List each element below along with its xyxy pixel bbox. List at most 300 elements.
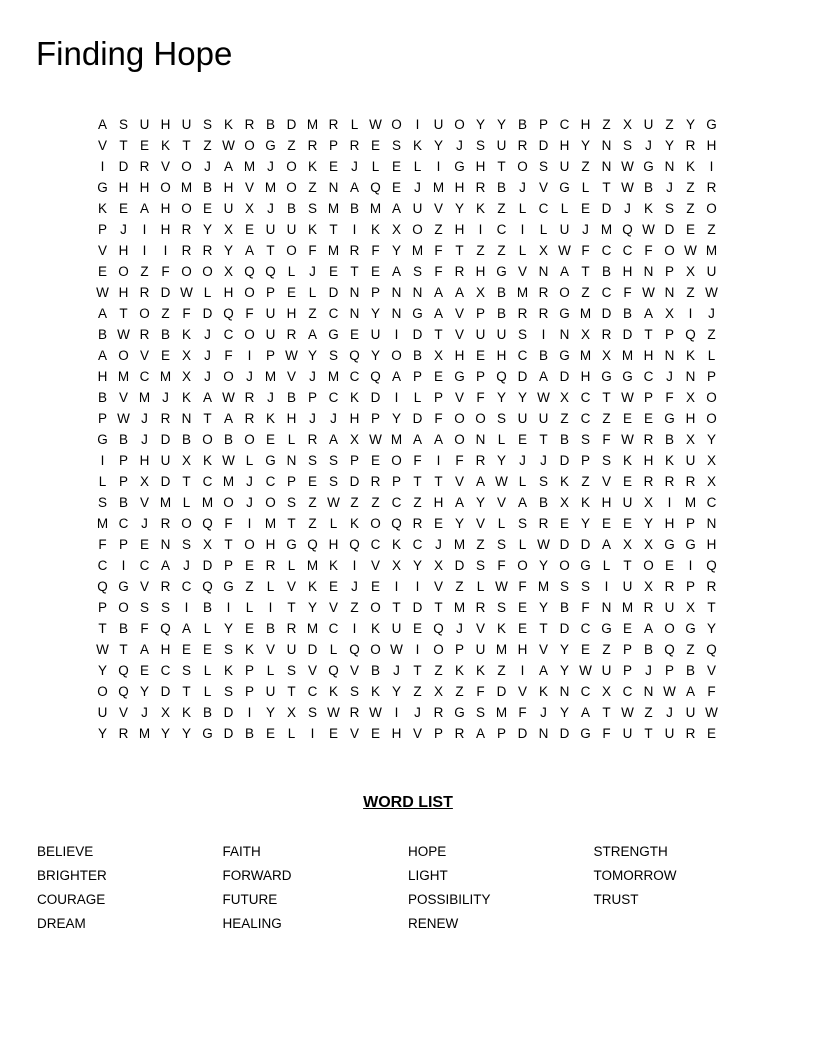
grid-letter: X <box>601 684 611 699</box>
grid-letter: O <box>181 159 192 174</box>
grid-letter: B <box>664 432 674 447</box>
grid-letter: D <box>559 726 570 741</box>
grid-row <box>92 156 722 177</box>
grid-letter: Y <box>643 516 653 531</box>
grid-letter: M <box>264 369 277 384</box>
grid-letter: I <box>415 642 420 657</box>
grid-letter: R <box>685 726 696 741</box>
grid-letter: J <box>351 159 358 174</box>
grid-letter: I <box>310 726 315 741</box>
grid-letter: H <box>391 726 402 741</box>
grid-letter: Y <box>454 516 464 531</box>
grid-letter: Z <box>497 663 506 678</box>
grid-letter: E <box>160 348 170 363</box>
grid-letter: U <box>265 222 276 237</box>
grid-letter: O <box>433 642 444 657</box>
grid-letter: L <box>266 579 275 594</box>
grid-letter: U <box>286 222 297 237</box>
grid-row <box>92 534 722 555</box>
grid-letter: C <box>328 306 339 321</box>
grid-letter: R <box>475 600 486 615</box>
grid-letter: O <box>244 285 255 300</box>
grid-letter: P <box>223 558 233 573</box>
grid-letter: P <box>412 369 422 384</box>
grid-letter: R <box>265 558 276 573</box>
grid-row <box>92 618 722 639</box>
grid-letter: P <box>685 579 695 594</box>
grid-letter: V <box>286 579 296 594</box>
grid-letter: O <box>706 201 717 216</box>
grid-letter: J <box>519 180 526 195</box>
grid-letter: A <box>328 432 338 447</box>
grid-letter: K <box>181 390 191 405</box>
grid-letter: L <box>308 285 317 300</box>
grid-letter: I <box>436 159 441 174</box>
grid-letter: K <box>580 495 590 510</box>
grid-letter: K <box>475 201 485 216</box>
grid-letter: O <box>664 243 675 258</box>
word-list-item: HEALING <box>222 916 282 931</box>
grid-letter: R <box>538 306 549 321</box>
grid-letter: O <box>706 411 717 426</box>
grid-letter: H <box>160 201 171 216</box>
grid-letter: O <box>202 432 213 447</box>
grid-letter: I <box>520 222 525 237</box>
grid-letter: M <box>138 390 151 405</box>
grid-letter: H <box>160 222 171 237</box>
grid-letter: R <box>433 705 444 720</box>
grid-letter: X <box>349 432 359 447</box>
grid-letter: X <box>286 705 296 720</box>
grid-letter: K <box>559 474 569 489</box>
grid-letter: X <box>643 579 653 594</box>
grid-letter: P <box>265 285 275 300</box>
grid-letter: C <box>706 495 717 510</box>
grid-letter: F <box>371 243 380 258</box>
grid-letter: Q <box>349 348 360 363</box>
grid-letter: C <box>601 243 612 258</box>
grid-letter: W <box>621 159 634 174</box>
grid-letter: X <box>601 348 611 363</box>
grid-letter: I <box>247 516 252 531</box>
grid-letter: R <box>160 516 171 531</box>
grid-letter: D <box>601 201 612 216</box>
grid-letter: B <box>286 201 296 216</box>
grid-letter: Z <box>455 684 464 699</box>
word-list-item: BRIGHTER <box>37 868 107 883</box>
grid-letter: B <box>160 327 170 342</box>
grid-letter: G <box>454 159 465 174</box>
grid-letter: G <box>97 432 108 447</box>
grid-letter: E <box>97 264 107 279</box>
word-list-item: STRENGTH <box>593 844 668 859</box>
grid-letter: V <box>454 474 464 489</box>
grid-letter: E <box>139 138 149 153</box>
grid-letter: L <box>518 537 527 552</box>
grid-letter: G <box>286 537 297 552</box>
grid-letter: U <box>265 306 276 321</box>
grid-letter: C <box>643 369 654 384</box>
grid-letter: U <box>265 327 276 342</box>
grid-letter: Z <box>644 705 653 720</box>
grid-letter: E <box>433 369 443 384</box>
grid-letter: G <box>496 264 507 279</box>
grid-letter: Z <box>308 516 317 531</box>
grid-letter: D <box>307 642 318 657</box>
word-list-item: LIGHT <box>408 868 448 883</box>
grid-letter: S <box>580 432 590 447</box>
word-list-item: FORWARD <box>222 868 292 883</box>
grid-letter: J <box>414 705 421 720</box>
grid-letter: H <box>643 453 654 468</box>
grid-letter: V <box>538 180 548 195</box>
grid-letter: N <box>538 264 549 279</box>
grid-letter: E <box>118 201 128 216</box>
grid-letter: M <box>453 537 466 552</box>
grid-letter: J <box>204 159 211 174</box>
grid-letter: J <box>141 432 148 447</box>
grid-letter: W <box>621 432 634 447</box>
grid-letter: J <box>435 537 442 552</box>
grid-letter: K <box>391 537 401 552</box>
grid-letter: J <box>204 369 211 384</box>
grid-letter: B <box>559 432 569 447</box>
grid-letter: M <box>495 705 508 720</box>
grid-letter: W <box>663 684 676 699</box>
grid-letter: S <box>307 201 317 216</box>
grid-letter: D <box>601 306 612 321</box>
grid-letter: I <box>352 621 357 636</box>
grid-letter: X <box>559 495 569 510</box>
grid-letter: R <box>244 390 255 405</box>
grid-letter: D <box>412 600 423 615</box>
grid-letter: P <box>433 726 443 741</box>
grid-letter: E <box>370 264 380 279</box>
grid-letter: T <box>602 390 611 405</box>
grid-letter: L <box>329 516 338 531</box>
grid-letter: A <box>244 243 254 258</box>
grid-letter: D <box>664 222 675 237</box>
grid-letter: X <box>181 348 191 363</box>
grid-letter: B <box>412 348 422 363</box>
grid-letter: K <box>475 663 485 678</box>
grid-letter: J <box>519 453 526 468</box>
grid-letter: O <box>181 516 192 531</box>
grid-letter: H <box>580 117 591 132</box>
grid-letter: X <box>685 264 695 279</box>
grid-letter: W <box>579 663 592 678</box>
grid-letter: O <box>223 495 234 510</box>
grid-letter: Z <box>476 537 485 552</box>
grid-letter: K <box>412 138 422 153</box>
grid-letter: C <box>517 348 528 363</box>
grid-letter: I <box>247 348 252 363</box>
grid-letter: V <box>412 726 422 741</box>
grid-row <box>92 303 722 324</box>
grid-letter: R <box>517 138 528 153</box>
grid-letter: H <box>433 495 444 510</box>
grid-letter: D <box>223 726 234 741</box>
grid-row <box>92 723 722 744</box>
word-list-column <box>37 840 222 936</box>
grid-letter: E <box>517 432 527 447</box>
grid-letter: T <box>119 306 128 321</box>
grid-letter: M <box>264 516 277 531</box>
grid-letter: C <box>328 621 339 636</box>
grid-letter: H <box>265 537 276 552</box>
grid-letter: A <box>643 306 653 321</box>
grid-letter: K <box>307 579 317 594</box>
grid-letter: J <box>120 222 127 237</box>
grid-letter: R <box>601 327 612 342</box>
grid-letter: A <box>181 621 191 636</box>
grid-letter: R <box>202 243 213 258</box>
grid-letter: W <box>369 432 382 447</box>
grid-letter: F <box>602 726 611 741</box>
grid-letter: H <box>286 411 297 426</box>
grid-letter: Y <box>160 726 170 741</box>
grid-letter: Z <box>413 495 422 510</box>
grid-letter: J <box>267 201 274 216</box>
grid-letter: X <box>433 684 443 699</box>
grid-letter: U <box>559 159 570 174</box>
grid-letter: J <box>666 180 673 195</box>
grid-letter: B <box>496 180 506 195</box>
grid-letter: R <box>664 579 675 594</box>
grid-letter: W <box>705 705 718 720</box>
grid-letter: P <box>433 390 443 405</box>
grid-letter: V <box>265 642 275 657</box>
grid-letter: J <box>204 327 211 342</box>
grid-letter: A <box>601 537 611 552</box>
grid-letter: N <box>664 348 675 363</box>
grid-letter: Q <box>328 663 339 678</box>
grid-letter: T <box>497 159 506 174</box>
grid-letter: I <box>709 159 714 174</box>
grid-letter: I <box>604 579 609 594</box>
grid-letter: L <box>497 516 506 531</box>
grid-letter: T <box>182 474 191 489</box>
grid-letter: S <box>496 600 506 615</box>
grid-letter: H <box>286 306 297 321</box>
grid-letter: G <box>664 537 675 552</box>
grid-letter: B <box>223 432 233 447</box>
grid-letter: L <box>287 726 296 741</box>
grid-letter: C <box>601 285 612 300</box>
grid-letter: K <box>370 621 380 636</box>
grid-letter: V <box>139 579 149 594</box>
grid-letter: Z <box>497 201 506 216</box>
grid-letter: C <box>580 684 591 699</box>
grid-letter: Y <box>475 117 485 132</box>
grid-letter: O <box>286 243 297 258</box>
grid-letter: D <box>559 537 570 552</box>
grid-letter: T <box>539 621 548 636</box>
grid-letter: C <box>370 537 381 552</box>
grid-letter: S <box>538 474 548 489</box>
grid-letter: X <box>139 474 149 489</box>
grid-letter: X <box>433 348 443 363</box>
grid-letter: O <box>118 600 129 615</box>
grid-letter: Z <box>686 285 695 300</box>
grid-letter: R <box>181 222 192 237</box>
grid-letter: Z <box>350 495 359 510</box>
grid-letter: S <box>664 201 674 216</box>
grid-row <box>92 471 722 492</box>
grid-letter: J <box>666 369 673 384</box>
grid-letter: M <box>180 180 193 195</box>
grid-letter: U <box>559 222 570 237</box>
grid-letter: R <box>475 180 486 195</box>
grid-row <box>92 282 722 303</box>
grid-letter: S <box>307 705 317 720</box>
grid-letter: N <box>601 600 612 615</box>
grid-letter: O <box>370 516 381 531</box>
grid-letter: L <box>266 663 275 678</box>
grid-letter: U <box>685 705 696 720</box>
grid-letter: A <box>538 663 548 678</box>
grid-letter: Z <box>707 222 716 237</box>
grid-letter: J <box>141 516 148 531</box>
grid-letter: F <box>518 705 527 720</box>
grid-letter: Y <box>391 684 401 699</box>
grid-letter: D <box>202 558 213 573</box>
grid-letter: M <box>705 243 718 258</box>
grid-letter: D <box>538 138 549 153</box>
grid-letter: I <box>394 579 399 594</box>
grid-letter: H <box>139 453 150 468</box>
grid-letter: H <box>349 411 360 426</box>
grid-letter: J <box>183 558 190 573</box>
grid-letter: S <box>97 495 107 510</box>
grid-letter: B <box>286 390 296 405</box>
grid-letter: D <box>160 285 171 300</box>
grid-letter: L <box>413 390 422 405</box>
word-list-item: TOMORROW <box>593 868 677 883</box>
grid-letter: E <box>391 180 401 195</box>
grid-letter: S <box>475 558 485 573</box>
grid-letter: C <box>265 474 276 489</box>
grid-letter: G <box>223 579 234 594</box>
grid-letter: E <box>580 642 590 657</box>
grid-letter: Q <box>706 642 717 657</box>
grid-letter: M <box>159 495 172 510</box>
grid-letter: F <box>308 243 317 258</box>
word-list-item: FUTURE <box>222 892 278 907</box>
grid-letter: Q <box>202 516 213 531</box>
grid-letter: A <box>433 432 443 447</box>
grid-letter: M <box>138 726 151 741</box>
grid-letter: E <box>244 558 254 573</box>
grid-letter: Z <box>686 180 695 195</box>
grid-row <box>92 219 722 240</box>
grid-letter: D <box>202 306 213 321</box>
grid-letter: A <box>433 306 443 321</box>
grid-letter: F <box>581 600 590 615</box>
grid-letter: A <box>202 390 212 405</box>
grid-letter: E <box>559 516 569 531</box>
grid-letter: W <box>621 390 634 405</box>
grid-letter: P <box>538 117 548 132</box>
grid-letter: X <box>433 558 443 573</box>
grid-letter: Y <box>664 138 674 153</box>
grid-letter: N <box>328 180 339 195</box>
grid-letter: H <box>601 495 612 510</box>
grid-letter: V <box>244 180 254 195</box>
grid-letter: C <box>160 663 171 678</box>
grid-letter: H <box>118 243 129 258</box>
grid-letter: B <box>244 726 254 741</box>
grid-letter: J <box>393 663 400 678</box>
grid-letter: P <box>622 642 632 657</box>
grid-letter: N <box>349 306 360 321</box>
grid-letter: C <box>328 390 339 405</box>
grid-letter: L <box>518 243 527 258</box>
grid-letter: J <box>414 180 421 195</box>
grid-letter: A <box>538 369 548 384</box>
grid-letter: R <box>412 516 423 531</box>
grid-letter: O <box>391 453 402 468</box>
grid-letter: F <box>707 684 716 699</box>
grid-letter: U <box>265 684 276 699</box>
grid-letter: S <box>223 684 233 699</box>
grid-letter: F <box>602 432 611 447</box>
grid-letter: I <box>352 222 357 237</box>
grid-letter: E <box>328 579 338 594</box>
grid-letter: K <box>223 117 233 132</box>
grid-letter: I <box>184 600 189 615</box>
grid-letter: I <box>142 243 147 258</box>
grid-letter: N <box>160 537 171 552</box>
grid-letter: S <box>307 453 317 468</box>
grid-letter: G <box>706 117 717 132</box>
grid-letter: L <box>581 180 590 195</box>
grid-letter: E <box>622 411 632 426</box>
grid-letter: T <box>119 642 128 657</box>
grid-letter: D <box>286 117 297 132</box>
grid-letter: R <box>454 726 465 741</box>
grid-letter: R <box>706 180 717 195</box>
grid-letter: D <box>160 474 171 489</box>
grid-letter: C <box>391 495 402 510</box>
grid-letter: R <box>349 243 360 258</box>
grid-letter: Y <box>433 138 443 153</box>
grid-letter: I <box>520 663 525 678</box>
grid-letter: T <box>98 621 107 636</box>
grid-letter: Z <box>497 243 506 258</box>
word-list-column <box>594 840 779 912</box>
grid-letter: U <box>433 117 444 132</box>
grid-letter: H <box>559 138 570 153</box>
grid-letter: X <box>223 222 233 237</box>
grid-letter: G <box>265 453 276 468</box>
grid-letter: D <box>496 684 507 699</box>
grid-letter: G <box>601 621 612 636</box>
grid-letter: I <box>142 222 147 237</box>
grid-letter: H <box>706 537 717 552</box>
grid-letter: C <box>412 537 423 552</box>
grid-letter: A <box>475 474 485 489</box>
grid-letter: W <box>327 705 340 720</box>
grid-letter: X <box>391 558 401 573</box>
grid-letter: C <box>223 327 234 342</box>
grid-letter: Y <box>496 390 506 405</box>
grid-letter: N <box>391 285 402 300</box>
grid-letter: Z <box>371 495 380 510</box>
grid-letter: I <box>121 558 126 573</box>
grid-row <box>92 198 722 219</box>
grid-letter: J <box>309 411 316 426</box>
